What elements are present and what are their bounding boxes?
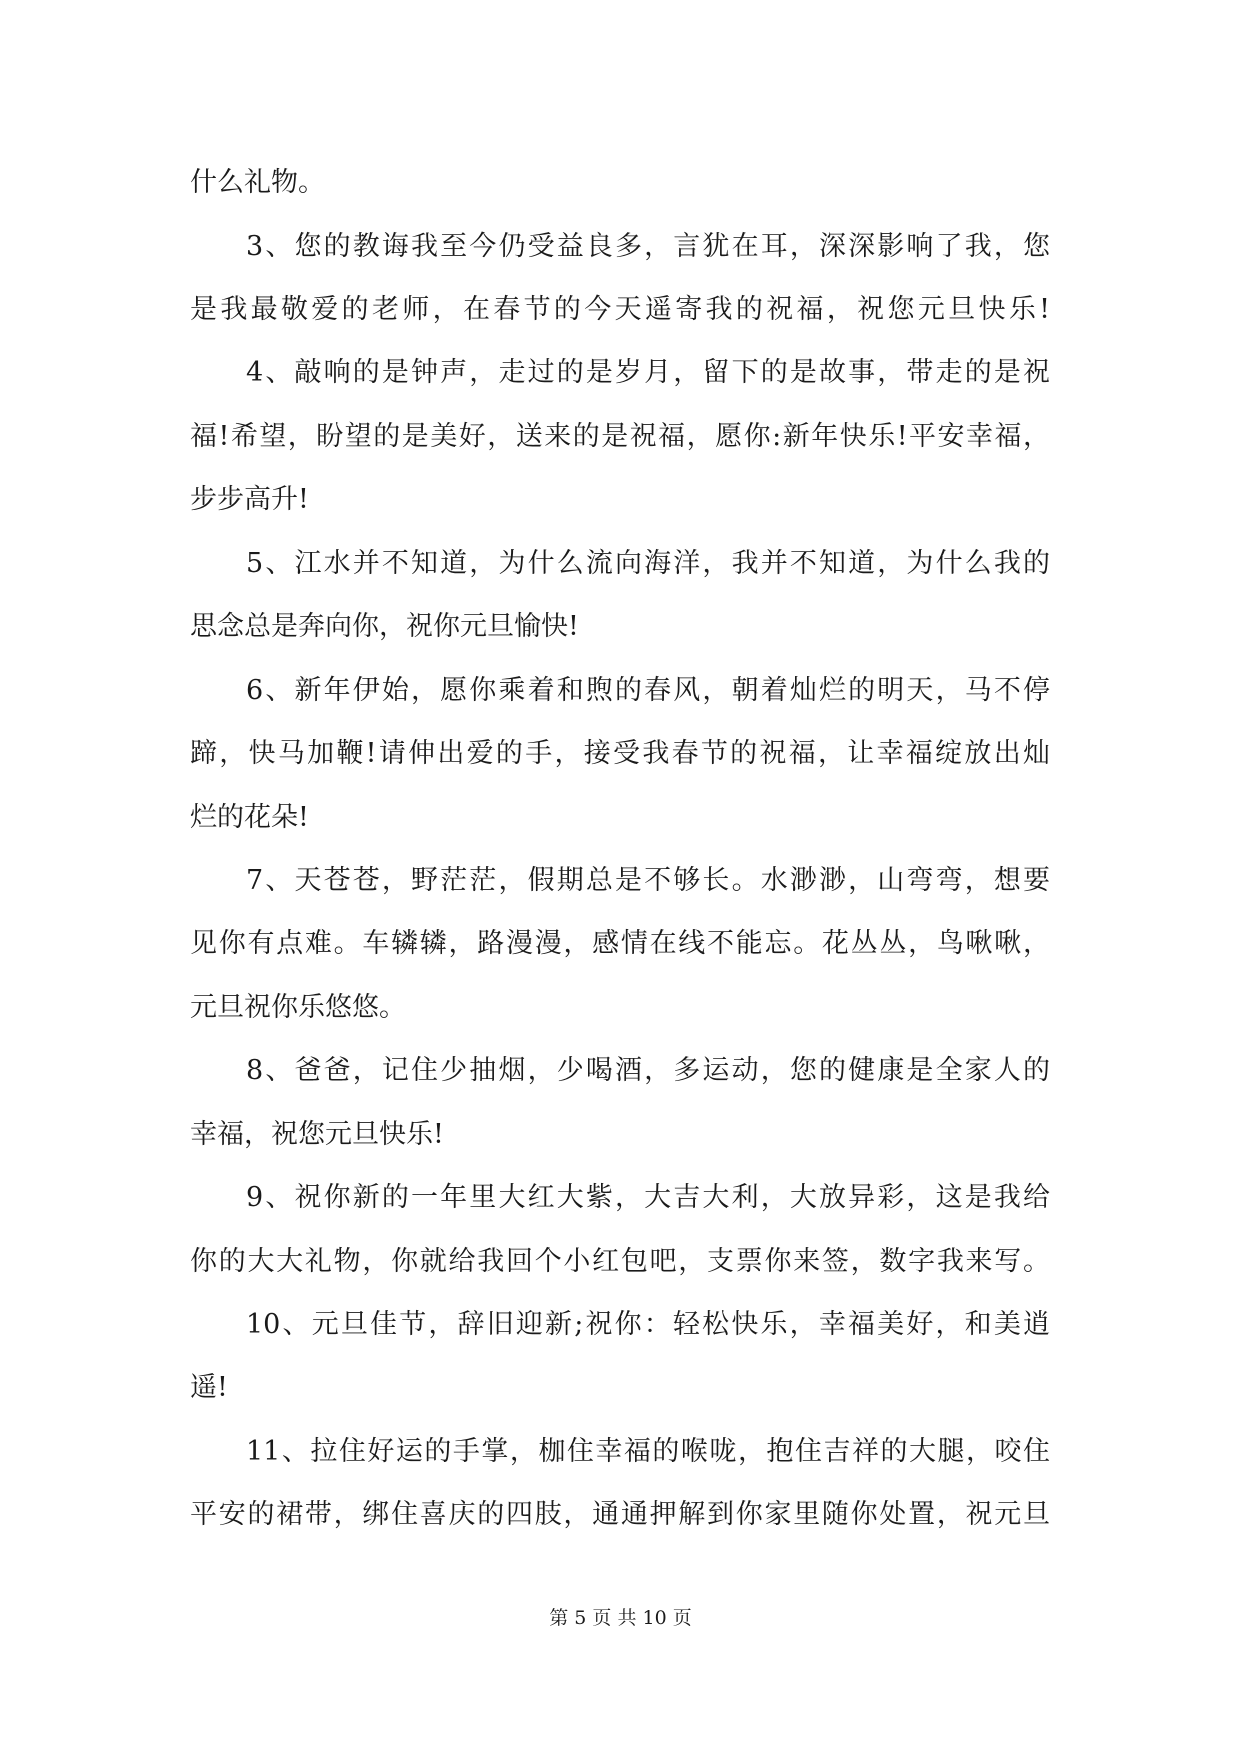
paragraph-line: 7、天苍苍，野茫茫，假期总是不够长。水渺渺，山弯弯，想要 <box>246 865 1050 896</box>
paragraph-line: 见你有点难。车辚辚，路漫漫，感情在线不能忘。花丛丛，鸟啾啾， <box>190 928 1050 959</box>
paragraph-line: 3、您的教诲我至今仍受益良多，言犹在耳，深深影响了我，您 <box>246 231 1050 262</box>
paragraph-line: 4、敲响的是钟声，走过的是岁月，留下的是故事，带走的是祝 <box>246 357 1050 388</box>
paragraph-line: 什么礼物。 <box>190 167 325 198</box>
paragraph-line: 福!希望，盼望的是美好，送来的是祝福，愿你:新年快乐!平安幸福， <box>190 421 1050 452</box>
paragraph-line: 9、祝你新的一年里大红大紫，大吉大利，大放异彩，这是我给 <box>246 1182 1050 1213</box>
paragraph-line: 6、新年伊始，愿你乘着和煦的春风，朝着灿烂的明天，马不停 <box>246 675 1050 706</box>
paragraph-line: 8、爸爸，记住少抽烟，少喝酒，多运动，您的健康是全家人的 <box>246 1055 1050 1086</box>
paragraph-line: 是我最敬爱的老师，在春节的今天遥寄我的祝福，祝您元旦快乐! <box>190 294 1050 325</box>
paragraph-line: 平安的裙带，绑住喜庆的四肢，通通押解到你家里随你处置，祝元旦 <box>190 1499 1050 1530</box>
paragraph-line: 11、拉住好运的手掌，枷住幸福的喉咙，抱住吉祥的大腿，咬住 <box>246 1436 1050 1467</box>
paragraph-line: 10、元旦佳节，辞旧迎新;祝你：轻松快乐，幸福美好，和美逍 <box>246 1309 1050 1340</box>
paragraph-line: 蹄，快马加鞭!请伸出爱的手，接受我春节的祝福，让幸福绽放出灿 <box>190 738 1050 769</box>
paragraph-line: 幸福，祝您元旦快乐! <box>190 1119 444 1150</box>
paragraph-line: 遥! <box>190 1372 228 1403</box>
paragraph-line: 烂的花朵! <box>190 802 309 833</box>
paragraph-line: 思念总是奔向你，祝你元旦愉快! <box>190 611 579 642</box>
paragraph-line: 你的大大礼物，你就给我回个小红包吧，支票你来签，数字我来写。 <box>190 1246 1050 1277</box>
paragraph-line: 元旦祝你乐悠悠。 <box>190 992 406 1023</box>
paragraph-line: 步步高升! <box>190 484 309 515</box>
page-footer: 第 5 页 共 10 页 <box>549 1607 692 1629</box>
paragraph-line: 5、江水并不知道，为什么流向海洋，我并不知道，为什么我的 <box>246 548 1050 579</box>
